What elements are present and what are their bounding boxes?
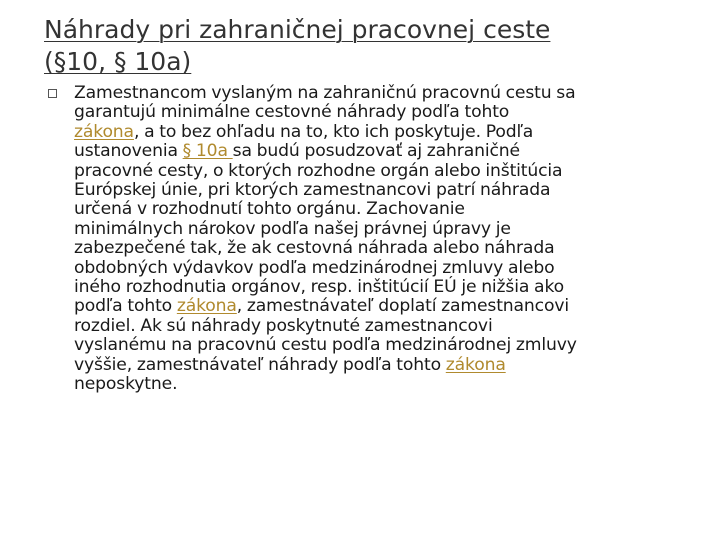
paragraph-line (74, 239, 688, 258)
paragraph-line (74, 336, 688, 355)
paragraph-text: podľa tohto (74, 296, 177, 317)
paragraph-text: zabezpečené tak, že ak cestovná náhrada alebo náhrada (74, 238, 555, 259)
paragraph-line (74, 142, 688, 161)
paragraph-line (74, 356, 688, 375)
paragraph-line (74, 162, 688, 181)
paragraph-line (74, 259, 688, 278)
paragraph-text: vyslanému na pracovnú cestu podľa medzinárodnej zmluvy (74, 335, 577, 356)
paragraph-text: sa budú posudzovať aj zahraničné (232, 141, 520, 162)
paragraph-line (74, 84, 688, 103)
paragraph-line (74, 181, 688, 200)
slide-title-line-1: Náhrady pri zahraničnej pracovnej ceste (44, 15, 551, 44)
law-link[interactable]: zákona (74, 121, 134, 142)
paragraph-text: neposkytne. (74, 374, 178, 395)
bullet-paragraph (74, 84, 688, 395)
law-link[interactable]: § 10a (182, 141, 233, 162)
paragraph-text: Zamestnancom vyslaným na zahraničnú pracovnú cestu sa (74, 83, 576, 103)
paragraph-line (74, 220, 688, 239)
paragraph-text: garantujú minimálne cestovné náhrady podľa tohto (74, 102, 510, 123)
law-link[interactable]: zákona (176, 296, 237, 317)
paragraph-text: rozdiel. Ak sú náhrady poskytnuté zamestnancovi (74, 315, 493, 336)
paragraph-text: , zamestnávateľ doplatí zamestnancovi (236, 296, 569, 317)
paragraph-line (74, 123, 688, 142)
paragraph-text: Európskej únie, pri ktorých zamestnancovi patrí náhrada (74, 180, 551, 201)
bullet-item (48, 84, 688, 395)
paragraph-line (74, 297, 688, 316)
paragraph-text: určená v rozhodnutí tohto orgánu. Zachovanie (74, 199, 465, 220)
paragraph-line (74, 103, 688, 122)
paragraph-text: vyššie, zamestnávateľ náhrady podľa tohto (74, 354, 446, 375)
paragraph-line (74, 317, 688, 336)
square-bullet-icon (48, 89, 57, 98)
paragraph-line (74, 278, 688, 297)
paragraph-text: , a to bez ohľadu na to, kto ich poskytuje. Podľa (133, 121, 534, 142)
paragraph-text: obdobných výdavkov podľa medzinárodnej zmluvy alebo (74, 257, 555, 278)
slide-title-line-2: (§10, § 10a) (44, 47, 192, 76)
paragraph-line (74, 375, 688, 394)
paragraph-line (74, 200, 688, 219)
paragraph-text: iného rozhodnutia orgánov, resp. inštitúcií EÚ je nižšia ako (74, 277, 564, 298)
paragraph-text: minimálnych nárokov podľa našej právnej úpravy je (74, 218, 511, 239)
paragraph-text: ustanovenia (74, 141, 183, 162)
slide-title (44, 14, 684, 78)
paragraph-text: pracovné cesty, o ktorých rozhodne orgán alebo inštitúcia (74, 160, 563, 181)
law-link[interactable]: zákona (445, 354, 506, 375)
